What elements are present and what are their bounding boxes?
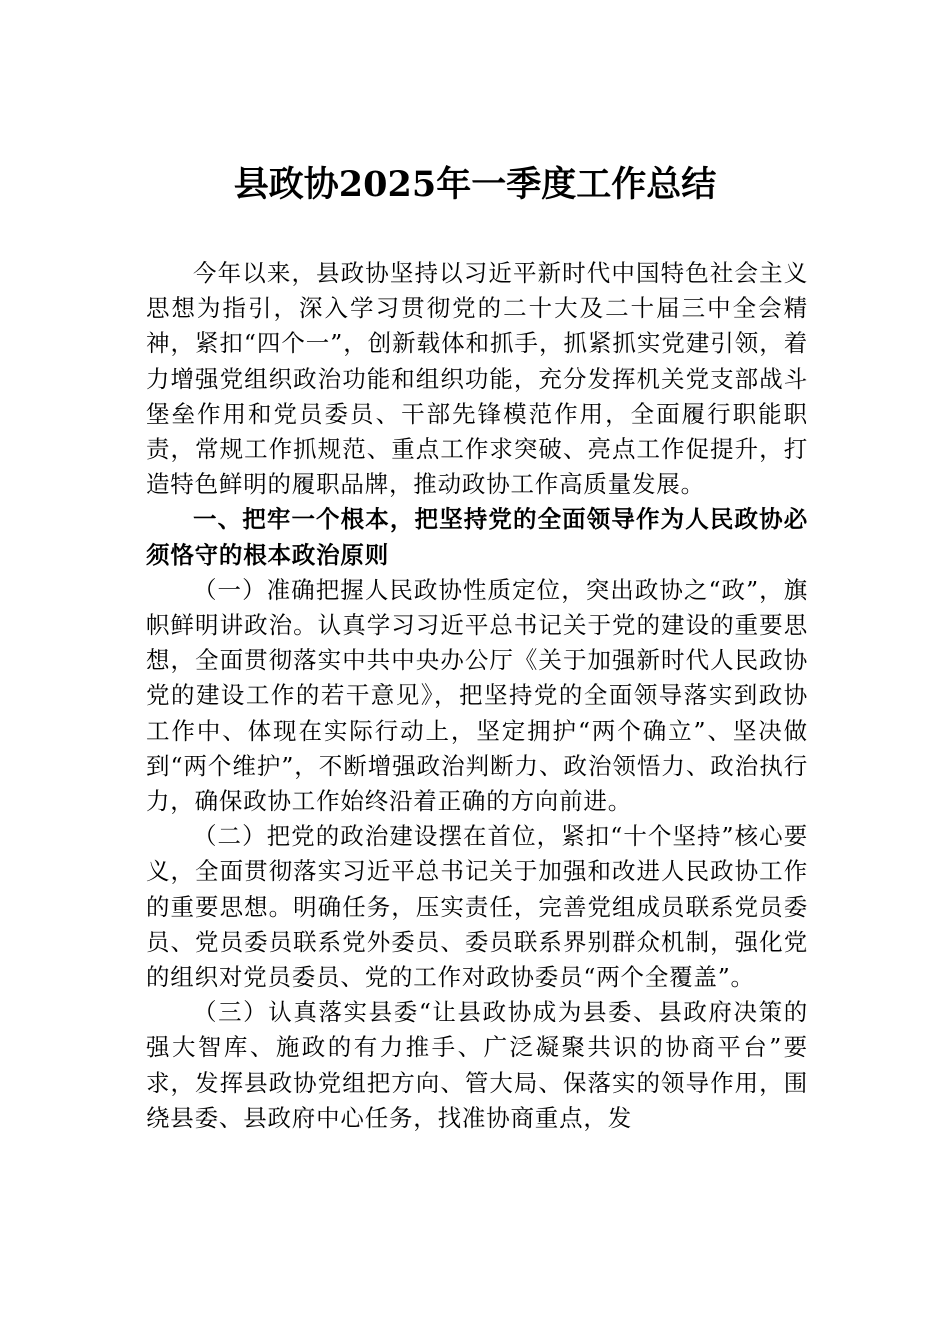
section-item-2: （二）把党的政治建设摆在首位，紧扣“十个坚持”核心要义，全面贯彻落实习近平总书记关于加强和改进人民政协工作的重要思想。明确任务，压实责任，完善党组成员联系党员委员、党员委员联系党外委员、委员联系界别群众机制，强化党的组织对党员委员、党的工作对政协委员“两个全覆盖”。 (146, 822, 808, 992)
document-body (146, 256, 808, 1136)
document-title: 县政协2025年一季度工作总结 (233, 164, 717, 205)
section-item-1: （一）准确把握人民政协性质定位，突出政协之“政”，旗帜鲜明讲政治。认真学习习近平总书记关于党的建设的重要思想，全面贯彻落实中共中央办公厅《关于加强新时代人民政协党的建设工作的若干意见》，把坚持党的全面领导落实到政协工作中、体现在实际行动上，坚定拥护“两个确立”、坚决做到“两个维护”，不断增强政治判断力、政治领悟力、政治执行力，确保政协工作始终沿着正确的方向前进。 (146, 575, 808, 816)
section-item-3: （三）认真落实县委“让县政协成为县委、县政府决策的强大智库、施政的有力推手、广泛凝聚共识的协商平台”要求，发挥县政协党组把方向、管大局、保落实的领导作用，围绕县委、县政府中心任务，找准协商重点，发 (146, 998, 808, 1132)
intro-paragraph: 今年以来，县政协坚持以习近平新时代中国特色社会主义思想为指引，深入学习贯彻党的二十大及二十届三中全会精神，紧扣“四个一”，创新载体和抓手，抓紧抓实党建引领，着力增强党组织政治功能和组织功能，充分发挥机关党支部战斗堡垒作用和党员委员、干部先锋模范作用，全面履行职能职责，常规工作抓规范、重点工作求突破、亮点工作促提升，打造特色鲜明的履职品牌，推动政协工作高质量发展。 (146, 259, 808, 499)
section-heading: 一、把牢一个根本，把坚持党的全面领导作为人民政协必须恪守的根本政治原则 (146, 505, 808, 569)
